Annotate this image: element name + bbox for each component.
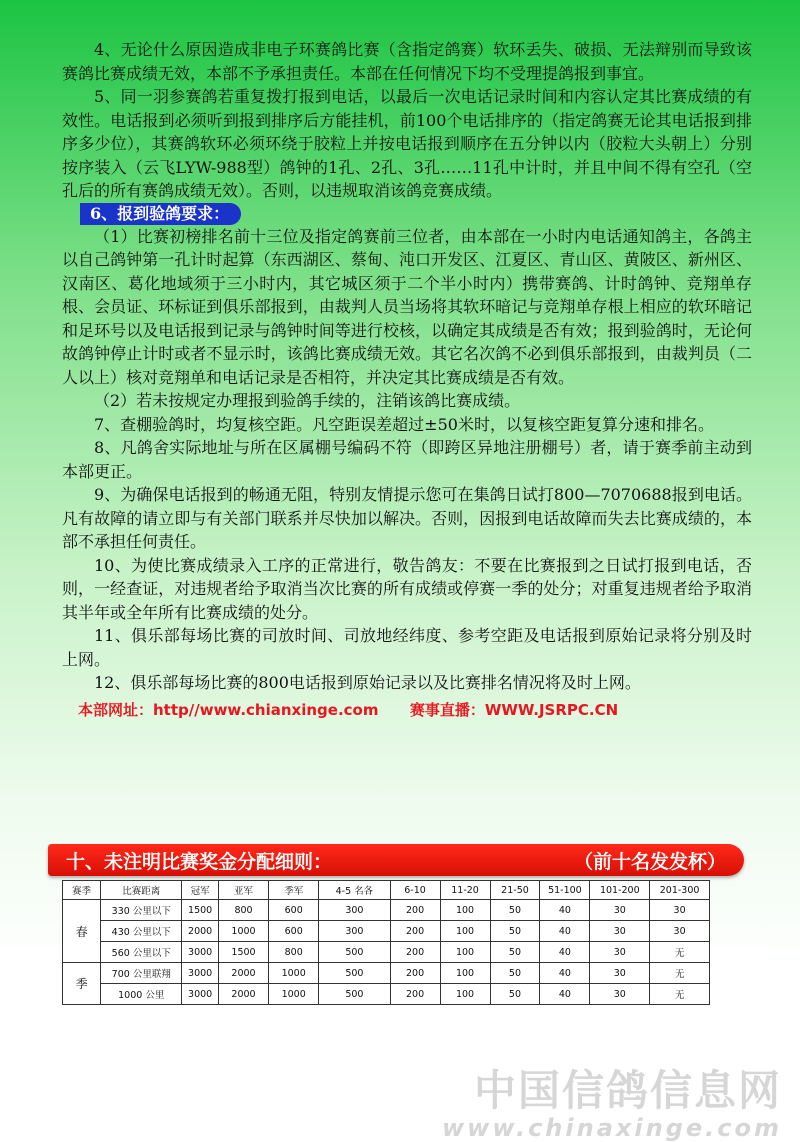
table-cell: 40	[540, 921, 590, 942]
table-cell: 1000	[269, 963, 319, 984]
table-cell: 300	[319, 921, 390, 942]
table-header-row	[63, 881, 710, 900]
table-cell: 30	[590, 963, 650, 984]
table-cell: 430 公里以下	[101, 921, 182, 942]
table-cell: 3000	[182, 963, 219, 984]
table-cell: 200	[390, 984, 440, 1005]
table-cell: 100	[440, 942, 490, 963]
table-cell: 50	[490, 942, 540, 963]
table-cell: 50	[490, 963, 540, 984]
table-cell: 200	[390, 921, 440, 942]
paragraph-8: 8、凡鸽舍实际地址与所在区属棚号编码不符（即跨区异地注册棚号）者，请于赛季前主动到本部更正。	[62, 438, 752, 481]
section-tag: 6、报到验鸽要求：	[80, 203, 241, 225]
header-cell: 21-50	[490, 881, 540, 900]
table-cell: 330 公里以下	[101, 900, 182, 921]
header-cell: 6-10	[390, 881, 440, 900]
paragraph-11: 11、俱乐部每场比赛的司放时间、司放地经纬度、参考空距及电话报到原始记录将分别及时上网。	[62, 626, 752, 669]
prize-banner	[48, 844, 744, 876]
table-row	[63, 921, 710, 942]
table-cell: 无	[650, 984, 710, 1005]
header-cell: 亚军	[218, 881, 268, 900]
header-cell: 11-20	[440, 881, 490, 900]
paragraph-10: 10、为使比赛成绩录入工序的正常进行，敬告鸽友：不要在比赛报到之日试打报到电话，否则，一经查证，对违规者给予取消当次比赛的所有成绩或停赛一季的处分；对重复违规者给予取消其半年或全年所有比赛成绩的处分。	[62, 555, 752, 622]
season-cell-spring: 春	[63, 900, 101, 963]
table-cell: 40	[540, 963, 590, 984]
table-cell: 1000	[218, 921, 268, 942]
paragraph-4: 4、无论什么原因造成非电子环赛鸽比赛（含指定鸽赛）软环丢失、破损、无法辩别而导致该赛鸽比赛成绩无效，本部不予承担责任。本部在任何情况下均不受理提鸽报到事宜。	[62, 40, 752, 83]
watermark-site-name: 中国信鸽信息网	[473, 1066, 782, 1115]
table-cell: 100	[440, 900, 490, 921]
website-line	[78, 699, 752, 720]
prize-table-wrap	[62, 880, 710, 1005]
table-cell: 30	[650, 900, 710, 921]
table-cell: 40	[540, 942, 590, 963]
table-cell: 无	[650, 963, 710, 984]
table-cell: 40	[540, 900, 590, 921]
table-cell: 200	[390, 963, 440, 984]
table-cell: 50	[490, 921, 540, 942]
table-cell: 100	[440, 963, 490, 984]
website-link[interactable]: 本部网址：http//www.chianxinge.com	[78, 700, 379, 719]
table-cell: 800	[269, 942, 319, 963]
header-cell: 101-200	[590, 881, 650, 900]
table-cell: 800	[218, 900, 268, 921]
paragraph-9: 9、为确保电话报到的畅通无阻，特别友情提示您可在集鸽日试打800—7070688报到电话。凡有故障的请立即与有关部门联系并尽快加以解决。否则，因报到电话故障而失去比赛成绩的，本部不承担任何责任。	[62, 485, 752, 551]
table-cell: 50	[490, 984, 540, 1005]
table-cell: 2000	[218, 963, 268, 984]
table-cell: 200	[390, 900, 440, 921]
watermark-url: www.chinaxinge.com	[441, 1114, 782, 1142]
watermark	[442, 1058, 782, 1142]
table-cell: 600	[269, 921, 319, 942]
table-row	[63, 963, 710, 984]
table-row	[63, 942, 710, 963]
table-cell: 2000	[218, 984, 268, 1005]
table-cell: 500	[319, 984, 390, 1005]
document-body	[62, 38, 752, 720]
header-cell: 冠军	[182, 881, 219, 900]
paragraph-5: 5、同一羽参赛鸽若重复拨打报到电话，以最后一次电话记录时间和内容认定其比赛成绩的有效性。电话报到必须听到报到排序后方能挂机，前100个电话排序的（指定鸽赛无论其电话报到排序多少位），其赛鸽软环必须环绕于胶粒上并按电话报到顺序在五分钟以内（胶粒大头朝上）分别按序装入（云飞LYW-988型）鸽钟的1孔、2孔、3孔……11孔中计时，并且中间不得有空孔（空孔后的所有赛鸽成绩无效）。否则，以违规取消该鸽竞赛成绩。	[62, 87, 752, 200]
table-cell: 无	[650, 942, 710, 963]
table-cell: 1500	[182, 900, 219, 921]
header-cell: 赛季	[63, 881, 101, 900]
header-cell: 季军	[269, 881, 319, 900]
table-cell: 500	[319, 963, 390, 984]
header-cell: 比赛距离	[101, 881, 182, 900]
table-cell: 40	[540, 984, 590, 1005]
table-cell: 100	[440, 984, 490, 1005]
table-cell: 3000	[182, 984, 219, 1005]
table-cell: 300	[319, 900, 390, 921]
table-cell: 1000	[269, 984, 319, 1005]
table-row	[63, 984, 710, 1005]
table-cell: 30	[590, 942, 650, 963]
header-cell: 201-300	[650, 881, 710, 900]
live-link[interactable]: 赛事直播：WWW.JSRPC.CN	[409, 700, 619, 719]
table-cell: 700 公里联翔	[101, 963, 182, 984]
table-cell: 100	[440, 921, 490, 942]
table-cell: 600	[269, 900, 319, 921]
table-cell: 1000 公里	[101, 984, 182, 1005]
table-cell: 200	[390, 942, 440, 963]
table-cell: 30	[650, 921, 710, 942]
header-cell: 51-100	[540, 881, 590, 900]
prize-table	[62, 880, 710, 1005]
table-cell: 500	[319, 942, 390, 963]
season-cell-season: 季	[63, 963, 101, 1005]
paragraph-7: 7、查棚验鸽时，均复核空距。凡空距误差超过±50米时，以复核空距复算分速和排名。	[94, 414, 714, 434]
table-cell: 30	[590, 984, 650, 1005]
table-cell: 50	[490, 900, 540, 921]
table-cell: 3000	[182, 942, 219, 963]
paragraph-6-2: （2）若未按规定办理报到验鸽手续的，注销该鸽比赛成绩。	[94, 391, 521, 410]
banner-cup: （前十名发发杯）	[573, 850, 726, 873]
paragraph-6-1: （1）比赛初榜排名前十三位及指定鸽赛前三位者，由本部在一小时内电话通知鸽主，各鸽主以自己鸽钟第一孔计时起算（东西湖区、蔡甸、沌口开发区、江夏区、青山区、黄陂区、新州区、汉南区、葛化地域须于三小时内，其它城区须于二个半小时内）携带赛鸽、计时鸽钟、竞翔单存根、会员证、环标证到俱乐部报到，由裁判人员当场将其软环暗记与竞翔单存根上相应的软环暗记和足环号以及电话报到记录与鸽钟时间等进行校核，以确定其成绩是否有效；报到验鸽时，无论何故鸽钟停止计时或者不显示时，该鸽比赛成绩无效。其它名次鸽不必到俱乐部报到，由裁判员（二人以上）核对竞翔单和电话记录是否相符，并决定其比赛成绩是否有效。	[62, 226, 752, 387]
table-cell: 30	[590, 900, 650, 921]
table-cell: 560 公里以下	[101, 942, 182, 963]
banner-title: 十、未注明比赛奖金分配细则：	[66, 850, 333, 873]
table-cell: 30	[590, 921, 650, 942]
section-heading-6	[62, 203, 752, 225]
table-row	[63, 900, 710, 921]
header-cell: 4-5 名各	[319, 881, 390, 900]
table-cell: 1500	[218, 942, 268, 963]
paragraph-12: 12、俱乐部每场比赛的800电话报到原始记录以及比赛排名情况将及时上网。	[94, 673, 641, 692]
table-cell: 2000	[182, 921, 219, 942]
